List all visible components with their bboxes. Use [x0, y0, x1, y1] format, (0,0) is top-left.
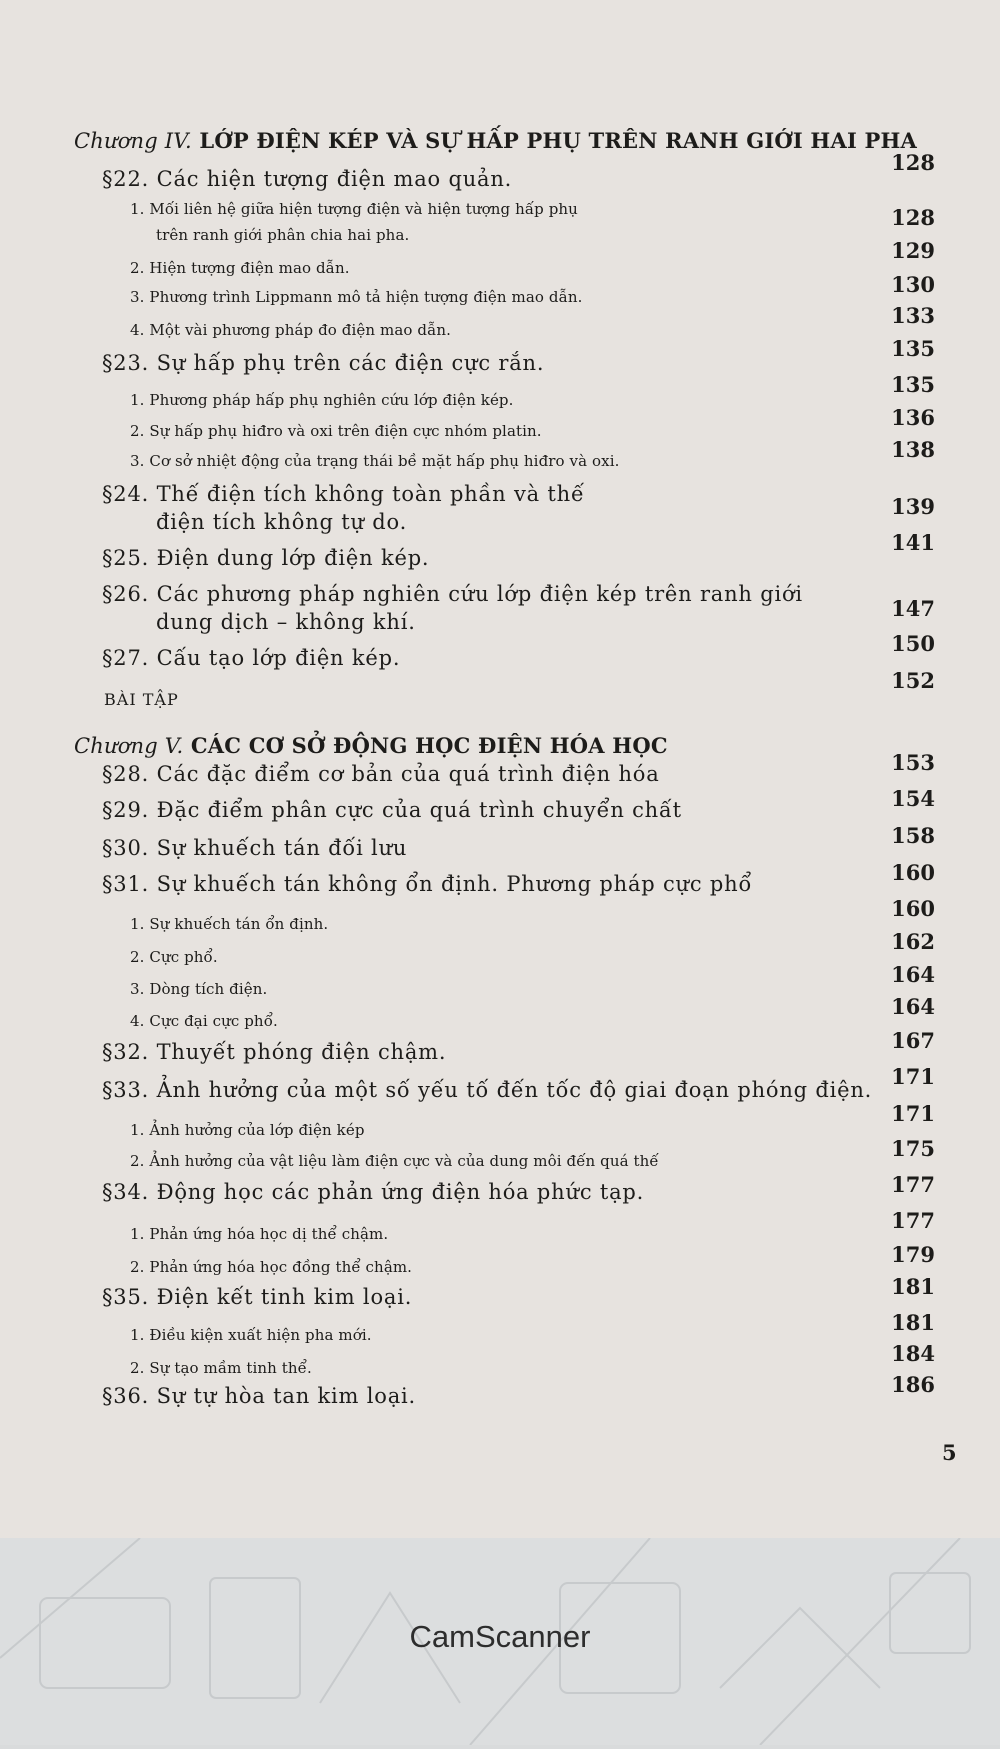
toc-entry-33-2: 2. Ảnh hưởng của vật liệu làm điện cực và của dung môi đến quá thế [130, 1152, 659, 1170]
toc-page-exercises: 152 [891, 668, 935, 693]
chapter-4-title: LỚP ĐIỆN KÉP VÀ SỰ HẤP PHỤ TRÊN RANH GIỚI HAI PHA [199, 128, 918, 153]
toc-entry-31-3: 3. Dòng tích điện. [130, 980, 268, 998]
toc-entry-23-3: 3. Cơ sở nhiệt động của trạng thái bề mặt hấp phụ hiđro và oxi. [130, 452, 620, 470]
toc-page-27: 150 [891, 631, 935, 656]
toc-page-22-2: 129 [891, 238, 935, 263]
toc-entry-22-1a: 1. Mối liên hệ giữa hiện tượng điện và hiện tượng hấp phụ [130, 200, 578, 218]
toc-page-29: 154 [891, 786, 935, 811]
chapter-5-heading [74, 733, 668, 758]
toc-page-22-4: 133 [891, 303, 935, 328]
toc-page-28: 153 [891, 750, 935, 775]
toc-entry-22-3: 3. Phương trình Lippmann mô tả hiện tượng điện mao dẫn. [130, 288, 583, 306]
page-number: 5 [942, 1440, 957, 1465]
toc-entry-34-2: 2. Phản ứng hóa học đồng thể chậm. [130, 1258, 413, 1276]
toc-page-33: 171 [891, 1064, 935, 1089]
toc-entry-22-4: 4. Một vài phương pháp đo điện mao dẫn. [130, 321, 452, 339]
toc-entry-31-4: 4. Cực đại cực phổ. [130, 1012, 278, 1030]
toc-page-25: 141 [891, 530, 935, 555]
toc-entry-31: §31. Sự khuếch tán không ổn định. Phương pháp cực phổ [102, 872, 753, 896]
toc-entry-34-1: 1. Phản ứng hóa học dị thể chậm. [130, 1225, 389, 1243]
toc-entry-26b: dung dịch – không khí. [156, 610, 416, 634]
toc-entry-27: §27. Cấu tạo lớp điện kép. [102, 646, 401, 670]
chapter-5-title: CÁC CƠ SỞ ĐỘNG HỌC ĐIỆN HÓA HỌC [190, 733, 668, 758]
toc-page-35-1: 181 [891, 1310, 935, 1335]
toc-entry-33: §33. Ảnh hưởng của một số yếu tố đến tốc độ giai đoạn phóng điện. [102, 1078, 873, 1102]
chapter-5-label: Chương V. [74, 734, 184, 758]
toc-entry-36: §36. Sự tự hòa tan kim loại. [102, 1384, 417, 1408]
toc-entry-24a: §24. Thế điện tích không toàn phần và thế [102, 482, 585, 506]
scanner-label: CamScanner [409, 1619, 591, 1654]
toc-page-22: 128 [891, 150, 935, 175]
toc-entry-30: §30. Sự khuếch tán đối lưu [102, 836, 408, 860]
toc-page-35: 181 [891, 1274, 935, 1299]
toc-entry-33-1: 1. Ảnh hưởng của lớp điện kép [130, 1121, 365, 1139]
toc-page-31-1: 160 [891, 896, 935, 921]
toc-page-26: 147 [891, 596, 935, 621]
toc-entry-22-2: 2. Hiện tượng điện mao dẫn. [130, 259, 350, 277]
scanner-watermark-area [0, 1538, 1000, 1745]
toc-page-35-2: 184 [891, 1341, 935, 1366]
toc-entry-35-2: 2. Sự tạo mầm tinh thể. [130, 1359, 312, 1377]
toc-page-34-2: 179 [891, 1242, 935, 1267]
toc-entry-25: §25. Điện dung lớp điện kép. [102, 546, 430, 570]
toc-page-34: 177 [891, 1172, 935, 1197]
toc-entry-34: §34. Động học các phản ứng điện hóa phức tạp. [102, 1180, 645, 1204]
toc-page-34-1: 177 [891, 1208, 935, 1233]
toc-page-24: 139 [891, 494, 935, 519]
toc-page-23-1: 135 [891, 372, 935, 397]
toc-page-23-2: 136 [891, 405, 935, 430]
chapter-4-heading [74, 128, 917, 153]
toc-page-31-3: 164 [891, 962, 935, 987]
toc-entry-22-1b: trên ranh giới phân chia hai pha. [156, 226, 410, 244]
toc-entry-28: §28. Các đặc điểm cơ bản của quá trình điện hóa [102, 762, 660, 786]
toc-page-22-1: 128 [891, 205, 935, 230]
toc-page-31: 160 [891, 860, 935, 885]
toc-entry-32: §32. Thuyết phóng điện chậm. [102, 1040, 447, 1064]
toc-page-30: 158 [891, 823, 935, 848]
toc-entry-23-2: 2. Sự hấp phụ hiđro và oxi trên điện cực nhóm platin. [130, 422, 542, 440]
toc-entry-exercises: BÀI TẬP [104, 690, 179, 709]
toc-entry-24b: điện tích không tự do. [156, 510, 408, 534]
toc-page-33-2: 175 [891, 1136, 935, 1161]
toc-entry-23: §23. Sự hấp phụ trên các điện cực rắn. [102, 351, 545, 375]
toc-page-36: 186 [891, 1372, 935, 1397]
toc-page-31-4: 164 [891, 994, 935, 1019]
toc-entry-31-1: 1. Sự khuếch tán ổn định. [130, 915, 329, 933]
chapter-4-label: Chương IV. [74, 129, 192, 153]
toc-page-23-3: 138 [891, 437, 935, 462]
toc-entry-23-1: 1. Phương pháp hấp phụ nghiên cứu lớp điện kép. [130, 391, 514, 409]
toc-entry-29: §29. Đặc điểm phân cực của quá trình chuyển chất [102, 798, 682, 822]
toc-page-31-2: 162 [891, 929, 935, 954]
toc-page-23: 135 [891, 336, 935, 361]
toc-entry-31-2: 2. Cực phổ. [130, 948, 218, 966]
toc-entry-22: §22. Các hiện tượng điện mao quản. [102, 167, 513, 191]
toc-entry-35: §35. Điện kết tinh kim loại. [102, 1285, 413, 1309]
toc-entry-35-1: 1. Điều kiện xuất hiện pha mới. [130, 1326, 372, 1344]
toc-entry-26a: §26. Các phương pháp nghiên cứu lớp điện kép trên ranh giới [102, 582, 803, 606]
toc-page-22-3: 130 [891, 272, 935, 297]
toc-page-32: 167 [891, 1028, 935, 1053]
toc-page-33-1: 171 [891, 1101, 935, 1126]
